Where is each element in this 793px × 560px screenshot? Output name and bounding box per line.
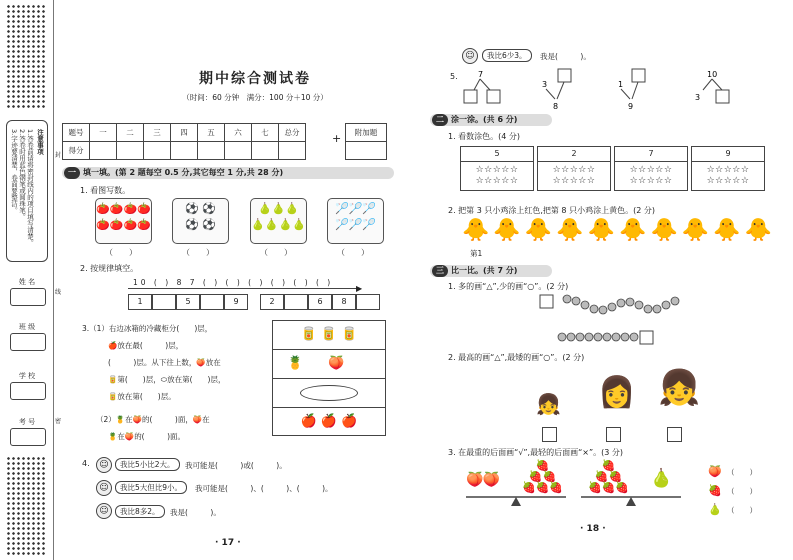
chick-icon: 🐥 [493, 218, 525, 243]
page-number: · 18 · [580, 524, 606, 534]
pear-icon: 🍐🍐🍐 [257, 202, 300, 215]
bonus-table [345, 123, 387, 160]
star-icons[interactable]: ☆☆☆☆☆ ☆☆☆☆☆ [552, 165, 596, 186]
question-text[interactable]: 我是( )。 [170, 508, 221, 517]
bond-blank [464, 90, 477, 103]
bond-number: 9 [628, 102, 634, 111]
score-header: 二 [117, 124, 144, 142]
chick-icon: 🐥 [650, 218, 682, 243]
sequence-cell[interactable] [284, 294, 308, 310]
q3-line: 放在第( )层。 [117, 392, 176, 401]
chick-icon: 🐥 [556, 218, 588, 243]
question-label: 3. 在最重的后面画“√”,最轻的后面画“×”。(3 分) [448, 448, 623, 457]
q3-line: 在 [125, 415, 133, 424]
question-text[interactable]: 我可能是( )、( )、( )。 [195, 484, 333, 493]
peach-icon: 🍑 [196, 358, 206, 367]
number-bond-2 [542, 69, 571, 111]
answer-blank[interactable]: （ ） [337, 248, 369, 257]
question-label: 2. 把第 3 只小鸡涂上红色,把第 8 只小鸡涂上黄色。(2 分) [448, 206, 655, 215]
star-icons[interactable]: ☆☆☆☆☆ ☆☆☆☆☆ [706, 165, 750, 186]
notice-line-1: 1.答卷前请将密封线内的项目填写清楚。 [26, 129, 34, 246]
name-field[interactable] [10, 288, 46, 306]
can-icon: 🥫 [108, 375, 118, 384]
field-label-number: 考 号 [18, 418, 36, 426]
chick-icon: 🐥 [587, 218, 620, 243]
school-field[interactable] [10, 382, 46, 400]
fridge-diagram [272, 320, 386, 436]
strawberry-icon: 🍓 🍓🍓 🍓🍓🍓 [587, 459, 630, 494]
bond-number: 3 [542, 80, 548, 89]
star-group [460, 146, 534, 191]
notice-line-3: 3.字迹要清楚，卷面要整洁。 [10, 129, 18, 214]
pear-icon: 🍐 [708, 503, 722, 516]
pear-icon: 🍐🍐🍐🍐 [251, 218, 306, 231]
sequence-cell: 5 [176, 294, 200, 310]
sequence-cell[interactable] [356, 294, 380, 310]
q3-line: （2） [96, 415, 116, 424]
strawberry-icon: 🍓 [708, 484, 722, 497]
balance-scale-1 [466, 497, 566, 506]
plus-sign: + [332, 132, 342, 145]
fridge-shelf-bottom [273, 408, 385, 436]
bond-number: 1 [618, 80, 624, 89]
score-cell[interactable] [171, 142, 198, 160]
star-group [691, 146, 765, 191]
binding-line [53, 0, 54, 560]
answer-box[interactable] [542, 427, 557, 442]
pineapple-icon: 🍍 [115, 415, 126, 424]
color-by-number-grid [460, 146, 765, 191]
balance-scale-2 [581, 497, 681, 506]
can-icon: 🥫 [300, 327, 317, 342]
bond-blank [487, 90, 500, 103]
chick-icon: 🐥 [681, 218, 714, 243]
sequence-cell: 6 [308, 294, 332, 310]
star-group [614, 146, 688, 191]
pineapple-icon: 🍍 [108, 432, 118, 441]
smiley-icon: ☺ [96, 457, 112, 473]
sequence-cells [128, 294, 380, 310]
tomato-icon: 🍅🍅🍅🍅 [96, 218, 151, 231]
plate-icon: ⬭ [160, 375, 168, 384]
smiley-icon: ☺ [96, 503, 112, 519]
answer-blank[interactable]: （ ） [727, 506, 757, 515]
star-icons[interactable]: ☆☆☆☆☆ ☆☆☆☆☆ [475, 165, 519, 186]
score-cell[interactable] [144, 142, 171, 160]
apple-icon: 🍎 [300, 414, 317, 429]
score-header: 六 [225, 124, 252, 142]
seal-mark-3: 密 [55, 418, 62, 425]
woman-icon: 👩 [598, 375, 636, 410]
first-label: 第1 [470, 249, 483, 258]
group-number: 5 [461, 147, 533, 162]
chick-icon: 🐥 [462, 218, 494, 243]
section-1-header [62, 167, 394, 179]
q3-line: ( )层。从下往上数， [108, 358, 197, 367]
sequence-cell: 2 [260, 294, 284, 310]
arrow-icon: ▶ [356, 284, 363, 293]
number-bond-1 [464, 70, 500, 103]
score-header: 三 [144, 124, 171, 142]
q3-line: 3.（1）右边冰箱的冷藏柜分( )层， [82, 324, 213, 333]
girl-short-icon: 👧 [536, 392, 561, 416]
sequence-cell[interactable] [152, 294, 176, 310]
speech-bubble: 我比6少3。 [482, 49, 532, 62]
peach-icon: 🍑🍑 [466, 472, 499, 488]
group-number: 7 [615, 147, 687, 162]
score-table [62, 123, 306, 160]
decor-pattern-top [6, 4, 46, 110]
q3-line: 在 [202, 415, 210, 424]
question-label: 5. [450, 72, 458, 81]
score-cell[interactable] [252, 142, 279, 160]
sequence-cell: 8 [332, 294, 356, 310]
seal-mark-1: 封 [55, 152, 62, 159]
q3-line: 在 [117, 432, 125, 441]
ball-icon: ⚽ ⚽ [185, 218, 216, 231]
fridge-shelf-2 [273, 350, 385, 379]
speech-bubble: 我比8多2。 [115, 505, 165, 518]
score-row-label: 得分 [63, 142, 90, 160]
chick-icon: 🐥 [744, 218, 777, 243]
bond-number: 8 [553, 102, 559, 111]
fridge-shelf-top [273, 321, 385, 350]
question-text[interactable]: 我可能是( )或( )。 [185, 461, 287, 470]
star-group [537, 146, 611, 191]
pineapple-icon: 🍍 [287, 356, 304, 371]
exam-number-field[interactable] [10, 428, 46, 446]
question-label: 4. [82, 459, 90, 468]
peach-icon: 🍑 [327, 356, 345, 371]
number-bond-4 [695, 70, 729, 103]
group-number: 9 [692, 147, 764, 162]
ball-icon: ⚽ ⚽ [185, 202, 216, 215]
picture-box-shuttlecocks [327, 198, 384, 244]
question-label: 1. 多的画“△”,少的画“○”。(2 分) [448, 282, 569, 291]
score-header: 五 [198, 124, 225, 142]
number-bond-diagrams [460, 65, 760, 111]
fridge-shelf-3 [273, 379, 385, 408]
answer-box[interactable] [640, 331, 653, 344]
bonus-cell[interactable] [346, 142, 387, 160]
score-cell[interactable] [198, 142, 225, 160]
chick-icon: 🐥 [619, 218, 651, 243]
shuttlecock-icon: 🏸🏸🏸 [334, 202, 377, 215]
section-3-header [430, 265, 552, 277]
score-header: 七 [252, 124, 279, 142]
q3-line: 放在第( )层， [167, 375, 226, 384]
strawberry-icon: 🍓 🍓🍓 🍓🍓🍓 [521, 459, 564, 494]
sequence-cell[interactable] [200, 294, 224, 310]
can-icon: 🥫 [320, 327, 338, 342]
q3-line: 的( )面， [141, 415, 193, 424]
page-number: · 17 · [215, 538, 241, 548]
notice-box [6, 120, 48, 262]
class-field[interactable] [10, 333, 46, 351]
peach-icon: 🍑 [192, 415, 203, 424]
girl-tall-icon: 👧 [658, 368, 701, 408]
seal-mark-2: 线 [55, 289, 62, 296]
peach-icon: 🍑 [124, 432, 135, 441]
score-header: 题号 [63, 124, 90, 142]
answer-blank[interactable]: （ ） [260, 248, 292, 257]
apple-icon: 🍎 [320, 414, 338, 429]
pear-icon: 🍐 [650, 468, 673, 489]
number-line [128, 288, 358, 289]
answer-blank[interactable]: （ ） [727, 468, 757, 477]
question-label: 2. 按规律填空。 [80, 264, 139, 273]
picture-box-tomatoes [95, 198, 152, 244]
peach-icon: 🍑 [708, 465, 722, 478]
bead-string-top [563, 295, 679, 314]
q3-line: 放在 [205, 358, 221, 367]
field-label-name: 姓 名 [18, 278, 36, 286]
bead-string-bottom [558, 333, 638, 341]
answer-box[interactable] [540, 295, 553, 308]
star-icons[interactable]: ☆☆☆☆☆ ☆☆☆☆☆ [629, 165, 673, 186]
smiley-icon: ☺ [96, 480, 112, 496]
speech-bubble: 我比5大但比9小。 [115, 481, 187, 494]
peach-icon: 🍑 [132, 415, 142, 424]
section-title: 比一比。(共 7 分) [451, 266, 518, 275]
notice-line-2: 2.答卷时用蓝色钢笔或圆珠笔。 [18, 129, 26, 220]
section-title: 涂一涂。(共 6 分) [451, 115, 518, 124]
sequence-cell: 9 [224, 294, 248, 310]
group-number: 2 [538, 147, 610, 162]
field-label-school: 学 校 [18, 372, 36, 380]
bond-number: 3 [695, 93, 701, 102]
question-label: 1. 看数涂色。(4 分) [448, 132, 521, 141]
plate-icon [300, 385, 358, 401]
can-icon: 🥫 [341, 327, 358, 342]
shuttlecock-icon: 🏸🏸🏸 [334, 218, 377, 231]
can-icon: 🥫 [108, 392, 118, 401]
question-text[interactable]: 我是( )。 [540, 52, 591, 61]
decor-pattern-bottom [6, 456, 46, 556]
answer-blank[interactable]: （ ） [727, 487, 757, 496]
score-cell[interactable] [90, 142, 117, 160]
bond-blank [716, 90, 729, 103]
answer-blank[interactable]: （ ） [182, 248, 214, 257]
picture-box-pears [250, 198, 307, 244]
bond-number: 7 [478, 70, 484, 79]
apple-icon: 🍎 [341, 414, 358, 429]
number-line-labels: 10 ( ) 8 7 ( ) ( ) ( ) ( ) ( ) ( ) [133, 278, 334, 287]
q3-line: 放在最( )层， [117, 341, 184, 350]
score-header: 总分 [279, 124, 306, 142]
sequence-cell: 1 [128, 294, 152, 310]
apple-icon: 🍎 [108, 341, 118, 350]
section-title: 填一填。(第 2 题每空 0.5 分,其它每空 1 分,共 28 分) [83, 168, 284, 177]
question-3-text [82, 320, 272, 445]
bond-number: 10 [707, 70, 718, 79]
section-number: 二 [432, 114, 448, 126]
score-header: 四 [171, 124, 198, 142]
answer-box[interactable] [606, 427, 621, 442]
question-label: 2. 最高的画“△”,最矮的画“○”。(2 分) [448, 353, 585, 362]
score-cell[interactable] [279, 142, 306, 160]
chick-icon: 🐥 [713, 218, 745, 243]
section-2-header [430, 114, 552, 126]
number-bond-3 [618, 69, 645, 111]
picture-box-balls [172, 198, 229, 244]
q3-line: 的( )面。 [134, 432, 186, 441]
bond-blank [558, 69, 571, 82]
question-label: 1. 看图写数。 [80, 186, 131, 195]
page-subtitle: （时间：60 分钟 满分：100 分＋10 分） [182, 93, 328, 102]
smiley-icon: ☺ [462, 48, 478, 64]
section-number: 三 [432, 265, 448, 277]
bead-comparison [470, 293, 690, 353]
answer-blank[interactable]: （ ） [105, 248, 137, 257]
chick-row[interactable] [462, 218, 776, 244]
page-title: 期中综合测试卷 [199, 71, 311, 87]
q3-line: 第( )层， [117, 375, 161, 384]
speech-bubble: 我比5小比2大。 [115, 458, 180, 471]
field-label-class: 班 级 [18, 323, 36, 331]
notice-title: 注意事项 [36, 129, 44, 155]
score-header: 一 [90, 124, 117, 142]
section-number: 一 [64, 167, 80, 179]
score-cell[interactable] [117, 142, 144, 160]
score-cell[interactable] [225, 142, 252, 160]
bonus-header: 附加题 [346, 124, 387, 142]
bond-blank [632, 69, 645, 82]
answer-box[interactable] [667, 427, 682, 442]
tomato-icon: 🍅🍅🍅🍅 [96, 202, 151, 215]
chick-icon: 🐥 [524, 218, 557, 243]
